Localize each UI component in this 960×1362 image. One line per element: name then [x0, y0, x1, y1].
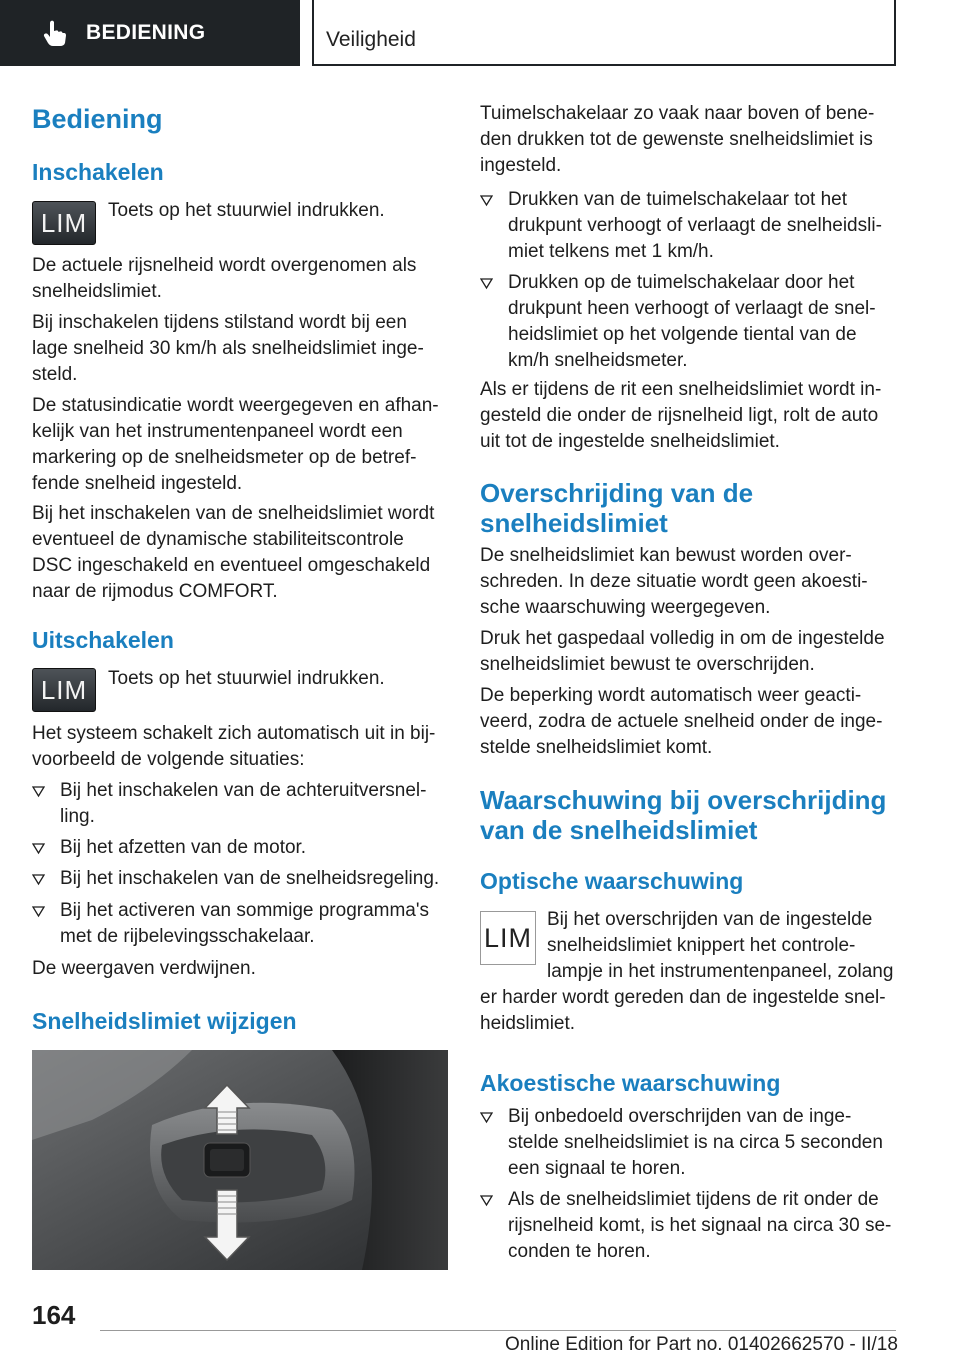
text-line: Drukken op de tuimelschakelaar door het	[508, 272, 855, 293]
heading-snelheidslimiet-wijzigen: Snelheidslimiet wijzigen	[32, 1008, 297, 1034]
list-item	[32, 866, 439, 892]
page-number: 164	[32, 1300, 76, 1330]
text-line: De snelheidslimiet kan bewust worden over-	[480, 545, 852, 566]
text-line: uit tot de ingestelde snelheidslimiet.	[480, 431, 780, 452]
section-tab-label: BEDIENING	[86, 21, 206, 44]
paragraph	[480, 377, 881, 455]
lim-label: LIM	[40, 674, 88, 705]
lim-indicator-icon	[480, 911, 536, 965]
chapter-tab	[312, 0, 896, 66]
paragraph	[480, 626, 885, 678]
lim-button-icon	[32, 668, 96, 712]
text-line: Bij het inschakelen van de achteruitversnel-	[60, 780, 427, 801]
heading-uitschakelen: Uitschakelen	[32, 627, 174, 653]
text-line: snelheidslimiet knippert het controle-	[547, 935, 856, 956]
text-line: lampje in het instrumentenpaneel, zolang	[547, 961, 894, 982]
text-line: De beperking wordt automatisch weer geacti-	[480, 685, 862, 706]
paragraph	[547, 907, 893, 985]
text-line: Bij het afzetten van de motor.	[60, 837, 307, 858]
steering-wheel-illustration	[32, 1050, 448, 1270]
text-line: den drukken tot de gewenste snelheidslimiet is	[480, 129, 873, 150]
text-line: stelde snelheidslimiet is na circa 5 seconden	[508, 1132, 883, 1153]
text-line: snelheidslimiet bewust te overschrijden.	[480, 654, 815, 675]
paragraph	[32, 310, 424, 388]
text-line: heidslimiet.	[480, 1013, 576, 1034]
text-line: fende snelheid ingesteld.	[32, 473, 243, 494]
triangle-bullet-icon	[480, 1111, 493, 1124]
text-line: snelheidslimiet.	[32, 281, 162, 302]
list-item	[32, 835, 306, 861]
list-item	[480, 270, 876, 374]
text-line: Druk het gaspedaal volledig in om de ingestelde	[480, 628, 885, 649]
text-line: drukpunt verhoogt of verlaagt de snelheidsli-	[508, 215, 882, 236]
text-line: gesteld die onder de rijsnelheid ligt, rolt de auto	[480, 405, 879, 426]
footer-edition: Online Edition for Part no. 01402662570 - II/18	[505, 1334, 898, 1355]
heading-akoestische-waarschuwing: Akoestische waarschuwing	[480, 1070, 781, 1096]
text-line: miet telkens met 1 km/h.	[508, 241, 714, 262]
footer-divider	[100, 1330, 896, 1331]
heading-line: van de snelheidslimiet	[480, 815, 758, 845]
text-line: eventueel de dynamische stabiliteitscontrole	[32, 529, 404, 550]
text-line: Als de snelheidslimiet tijdens de rit onder de	[508, 1189, 879, 1210]
text-line: Drukken van de tuimelschakelaar tot het	[508, 189, 848, 210]
heading-waarschuwing	[480, 785, 886, 845]
list-item	[32, 778, 426, 830]
triangle-bullet-icon	[32, 905, 45, 918]
text-line: een signaal te horen.	[508, 1158, 686, 1179]
paragraph	[32, 253, 416, 305]
text-line: Als er tijdens de rit een snelheidslimiet wordt in-	[480, 379, 882, 400]
paragraph	[480, 543, 868, 621]
paragraph	[32, 721, 435, 773]
text-line: DSC ingeschakeld en eventueel omgeschakeld	[32, 555, 431, 576]
inschakelen-button-text: Toets op het stuurwiel indrukken.	[108, 200, 385, 221]
paragraph	[480, 985, 886, 1037]
text-line: steld.	[32, 364, 78, 385]
text-line: Bij inschakelen tijdens stilstand wordt bij een	[32, 312, 407, 333]
paragraph	[480, 683, 882, 761]
text-line: stelde snelheidslimiet komt.	[480, 737, 713, 758]
heading-optische-waarschuwing: Optische waarschuwing	[480, 868, 744, 894]
text-line: Bij het activeren van sommige programma's	[60, 900, 429, 921]
heading-inschakelen: Inschakelen	[32, 159, 164, 185]
text-line: kelijk van het instrumentenpaneel wordt een	[32, 421, 403, 442]
paragraph	[32, 393, 439, 497]
hand-pointer-icon	[40, 18, 70, 48]
text-line: markering op de snelheidsmeter op de betref-	[32, 447, 417, 468]
text-line: Bij het inschakelen van de snelheidslimiet wordt	[32, 503, 435, 524]
heading-line: Overschrijding van de	[480, 478, 754, 508]
steering-wheel-rocker-switch-image	[32, 1050, 448, 1270]
uitschakelen-button-text: Toets op het stuurwiel indrukken.	[108, 668, 385, 689]
text-line: voorbeeld de volgende situaties:	[32, 749, 305, 770]
paragraph: De weergaven verdwijnen.	[32, 958, 256, 979]
text-line: ling.	[60, 806, 95, 827]
heading-line: snelheidslimiet	[480, 508, 668, 538]
triangle-bullet-icon	[480, 194, 493, 207]
text-line: sche waarschuwing weergegeven.	[480, 597, 771, 618]
text-line: naar de rijmodus COMFORT.	[32, 581, 278, 602]
text-line: De actuele rijsnelheid wordt overgenomen als	[32, 255, 417, 276]
text-line: Bij het inschakelen van de snelheidsregeling.	[60, 868, 440, 889]
heading-line: Waarschuwing bij overschrijding	[480, 785, 887, 815]
text-line: km/h snelheidsmeter.	[508, 350, 688, 371]
text-line: veerd, zodra de actuele snelheid onder de inge-	[480, 711, 883, 732]
triangle-bullet-icon	[480, 1194, 493, 1207]
heading-bediening: Bediening	[32, 104, 163, 134]
lim-label: LIM	[483, 922, 532, 953]
triangle-bullet-icon	[32, 873, 45, 886]
list-item	[480, 1104, 883, 1182]
triangle-bullet-icon	[480, 277, 493, 290]
text-line: heidslimiet op het volgende tiental van de	[508, 324, 857, 345]
list-item	[480, 1187, 891, 1265]
text-line: ingesteld.	[480, 155, 562, 176]
chapter-tab-label: Veiligheid	[326, 28, 416, 51]
text-line: conden te horen.	[508, 1241, 651, 1262]
text-line: Tuimelschakelaar zo vaak naar boven of bene-	[480, 103, 875, 124]
paragraph	[32, 501, 434, 605]
text-line: rijsnelheid komt, is het signaal na circa 30 se-	[508, 1215, 892, 1236]
section-tab	[0, 0, 300, 66]
lim-label: LIM	[40, 207, 88, 238]
text-line: er harder wordt gereden dan de ingestelde snel-	[480, 987, 886, 1008]
text-line: drukpunt heen verhoogt of verlaagt de snel-	[508, 298, 876, 319]
list-item	[32, 898, 429, 950]
text-line: Bij het overschrijden van de ingestelde	[547, 909, 873, 930]
text-line: Het systeem schakelt zich automatisch uit in bij-	[32, 723, 436, 744]
paragraph	[480, 101, 874, 179]
text-line: lage snelheid 30 km/h als snelheidslimiet inge-	[32, 338, 424, 359]
text-line: De statusindicatie wordt weergegeven en afhan-	[32, 395, 439, 416]
text-line: met de rijbelevingsschakelaar.	[60, 926, 315, 947]
text-line: schreden. In deze situatie wordt geen akoesti-	[480, 571, 868, 592]
triangle-bullet-icon	[32, 785, 45, 798]
list-item	[480, 187, 882, 265]
text-line: Bij onbedoeld overschrijden van de inge-	[508, 1106, 852, 1127]
triangle-bullet-icon	[32, 842, 45, 855]
heading-overschrijding	[480, 478, 753, 538]
page-header	[0, 0, 960, 66]
lim-button-icon	[32, 201, 96, 245]
